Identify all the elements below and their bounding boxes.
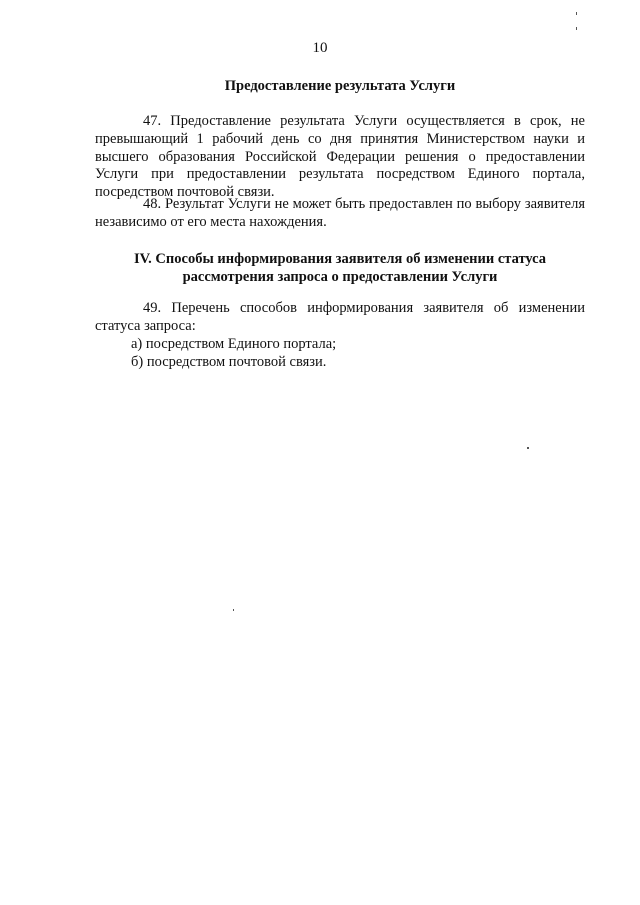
- paragraph-49: 49. Перечень способов информирования заявителя об изменении статуса запроса:: [95, 300, 585, 334]
- page-number: 10: [312, 40, 328, 56]
- list-item-portal: а) посредством Единого портала;: [131, 336, 337, 352]
- scan-speck: [576, 27, 577, 30]
- scan-speck: [527, 447, 529, 449]
- list-item-post: б) посредством почтовой связи.: [131, 354, 327, 370]
- scan-speck: [576, 12, 577, 15]
- paragraph-47: 47. Предоставление результата Услуги осуществляется в срок, не превышающий 1 рабочий день со дня принятия Министерством науки и высшего образования Российской Федерации решения о предоставлении Услуги при предоставлении результата посредством Единого портала, посредством почтовой связи.: [95, 113, 585, 201]
- section-heading-informing: IV. Способы информирования заявителя об изменении статуса рассмотрения запроса о предоставлении Услуги: [133, 251, 547, 285]
- scan-speck: [233, 609, 234, 611]
- paragraph-48: 48. Результат Услуги не может быть предоставлен по выбору заявителя независимо от его места нахождения.: [95, 196, 585, 230]
- section-heading-result: Предоставление результата Услуги: [224, 78, 456, 94]
